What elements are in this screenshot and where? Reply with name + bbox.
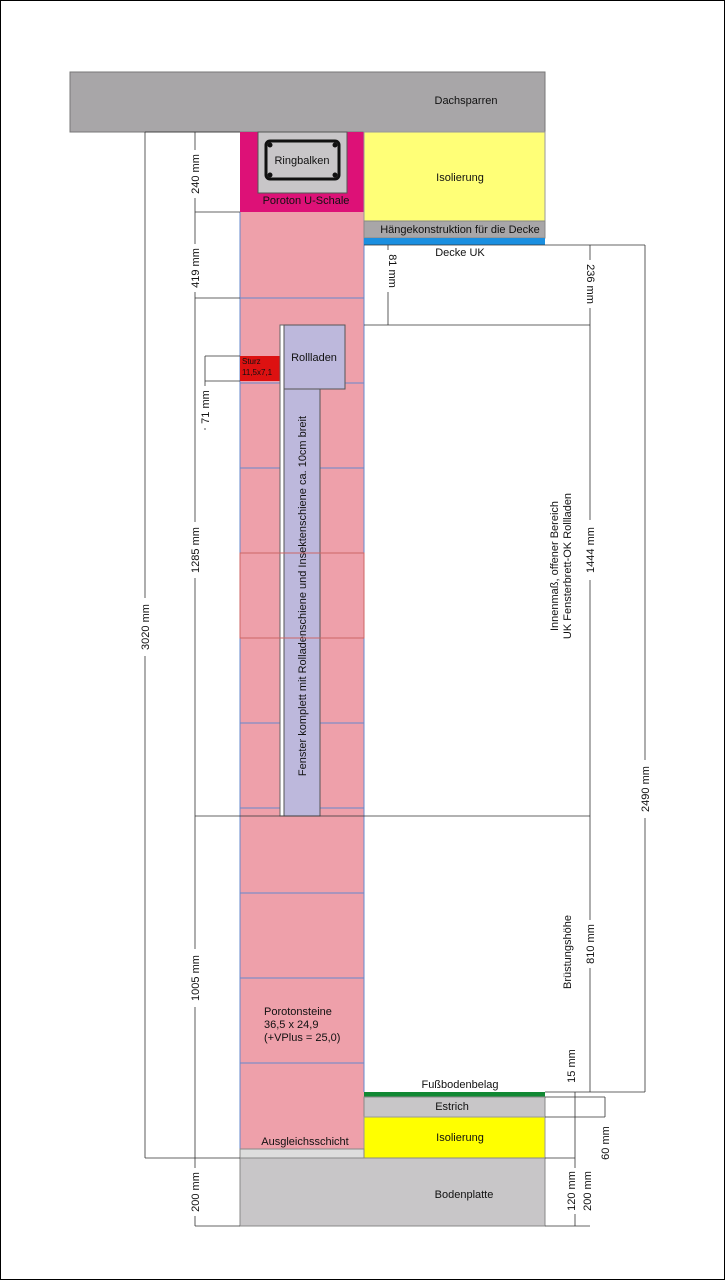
- poroton-size-label: 36,5 x 24,9: [264, 1019, 319, 1031]
- dim-240: 240 mm: [190, 154, 202, 194]
- isolierung-bottom-label: Isolierung: [436, 1132, 484, 1144]
- dim-1285: 1285 mm: [190, 527, 202, 573]
- ausgleichsschicht-label: Ausgleichsschicht: [261, 1136, 349, 1148]
- decke-uk-label: Decke UK: [435, 247, 485, 259]
- sturz-label: Sturz: [242, 357, 261, 366]
- innenmass-label: Innenmaß, offener Bereich: [549, 500, 561, 632]
- dim-200-right: 200 mm: [582, 1171, 594, 1211]
- ringbalken-label: Ringbalken: [274, 155, 330, 167]
- rebar-dot-icon: [268, 173, 273, 178]
- rebar-dot-icon: [333, 173, 338, 178]
- poroton-label: Porotonsteine: [264, 1006, 332, 1018]
- dim-3020: 3020 mm: [140, 604, 152, 650]
- isolierung-top-label: Isolierung: [436, 172, 484, 184]
- dim-1005: 1005 mm: [190, 955, 202, 1001]
- dim-419: 419 mm: [190, 248, 202, 288]
- poroton-vplus-label: (+VPlus = 25,0): [264, 1032, 341, 1044]
- fussbodenbelag-label: Fußbodenbelag: [421, 1079, 499, 1091]
- dim-81: 81 mm: [386, 254, 398, 288]
- rollladen-label: Rollladen: [291, 352, 337, 364]
- dim-60: 60 mm: [600, 1126, 612, 1160]
- bruestungshoehe-label: Brüstungshöhe: [562, 915, 574, 989]
- dim-71: 71 mm: [200, 390, 212, 424]
- estrich-label: Estrich: [435, 1101, 469, 1113]
- ausgleichsschicht-block: [240, 1149, 364, 1158]
- haengekonstruktion-label: Hängekonstruktion für die Decke: [380, 224, 540, 236]
- window-frame-line: [280, 325, 284, 816]
- dim-236: 236 mm: [584, 264, 596, 304]
- bodenplatte-block: [240, 1158, 545, 1226]
- dim-200-left: 200 mm: [190, 1172, 202, 1212]
- dim-120: 120 mm: [566, 1171, 578, 1211]
- innenmass-sub-label: UK Fensterbrett-OK Rollladen: [562, 492, 574, 640]
- bodenplatte-label: Bodenplatte: [434, 1189, 494, 1201]
- sturz-size-label: 11,5x7,1: [242, 368, 273, 377]
- dim-2490: 2490 mm: [640, 766, 652, 812]
- dim-1444: 1444 mm: [585, 527, 597, 573]
- fenster-label: Fenster komplett mit Rolladenschiene und Insektenschiene ca. 10cm breit: [297, 415, 309, 777]
- decke-uk-block: [364, 238, 545, 245]
- dim-15: 15 mm: [566, 1049, 578, 1083]
- rebar-dot-icon: [333, 143, 338, 148]
- fussbodenbelag-block: [364, 1092, 545, 1097]
- rebar-dot-icon: [268, 143, 273, 148]
- dim-810: 810 mm: [585, 924, 597, 964]
- u-schale-label: Poroton U-Schale: [262, 195, 350, 207]
- dachsparren-label: Dachsparren: [434, 95, 498, 107]
